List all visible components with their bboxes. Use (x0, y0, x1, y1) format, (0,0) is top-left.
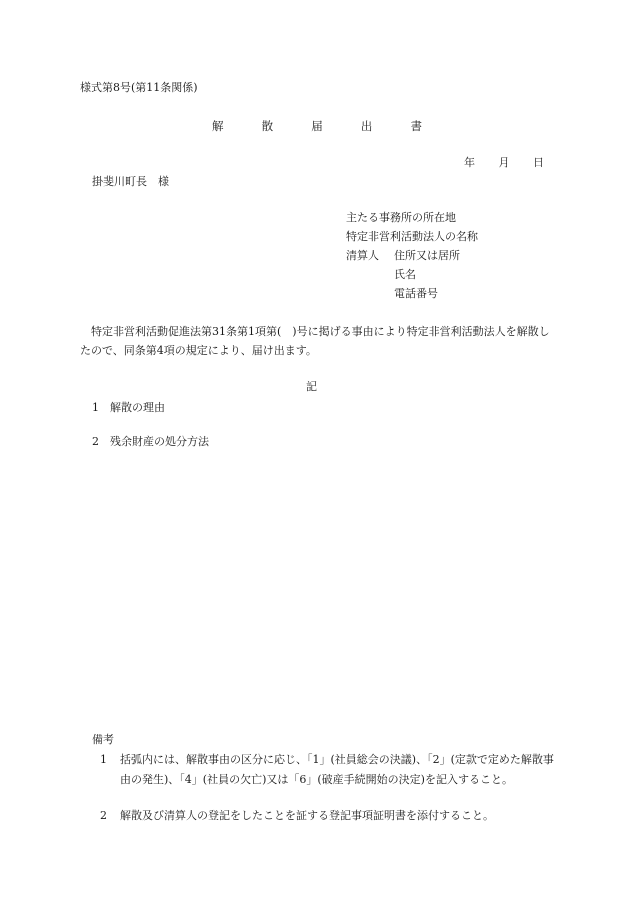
date-month: 月 (498, 156, 510, 169)
form-number: 様式第8号(第11条関係) (80, 81, 198, 94)
item-label-dissolution-reason: 解散の理由 (110, 401, 165, 414)
item-label-residual-assets: 残余財産の処分方法 (110, 435, 209, 448)
body-paragraph: 特定非営利活動促進法第31条第1項第( )号に掲げる事由により特定非営利活動法人を解散したので、同条第4項の規定により、届け出ます。 (80, 325, 550, 357)
note-number: 2 (100, 809, 107, 822)
name-label: 氏名 (394, 268, 416, 281)
title-char: 書 (410, 119, 422, 133)
addressee: 掛斐川町長 様 (92, 175, 169, 188)
liquidator-label: 清算人 (346, 249, 379, 262)
title-char: 届 (311, 119, 323, 133)
date-day: 日 (533, 156, 544, 169)
document-title (212, 118, 422, 134)
office-location-label: 主たる事務所の所在地 (346, 211, 456, 224)
title-char: 散 (261, 119, 274, 133)
notes-heading: 備考 (92, 733, 114, 746)
note-item: 括弧内には、解散事由の区分に応じ、「1」(社員総会の決議)、「2」(定款で定めた解散事由の発生)、「4」(社員の欠亡)又は「6」(破産手続開始の決定)を記入すること。 (120, 753, 554, 786)
ki-heading: 記 (306, 380, 317, 393)
title-char: 解 (212, 119, 224, 133)
item-number: 1 (92, 401, 99, 414)
title-char: 出 (360, 119, 373, 133)
corporation-name-label: 特定非営利活動法人の名称 (346, 230, 478, 243)
date-year: 年 (464, 156, 475, 169)
phone-label: 電話番号 (394, 287, 438, 300)
address-label: 住所又は居所 (394, 249, 460, 262)
note-number: 1 (100, 753, 107, 766)
item-number: 2 (92, 435, 99, 448)
date-line (464, 154, 544, 170)
note-item: 解散及び清算人の登記をしたことを証する登記事項証明書を添付すること。 (120, 809, 494, 822)
